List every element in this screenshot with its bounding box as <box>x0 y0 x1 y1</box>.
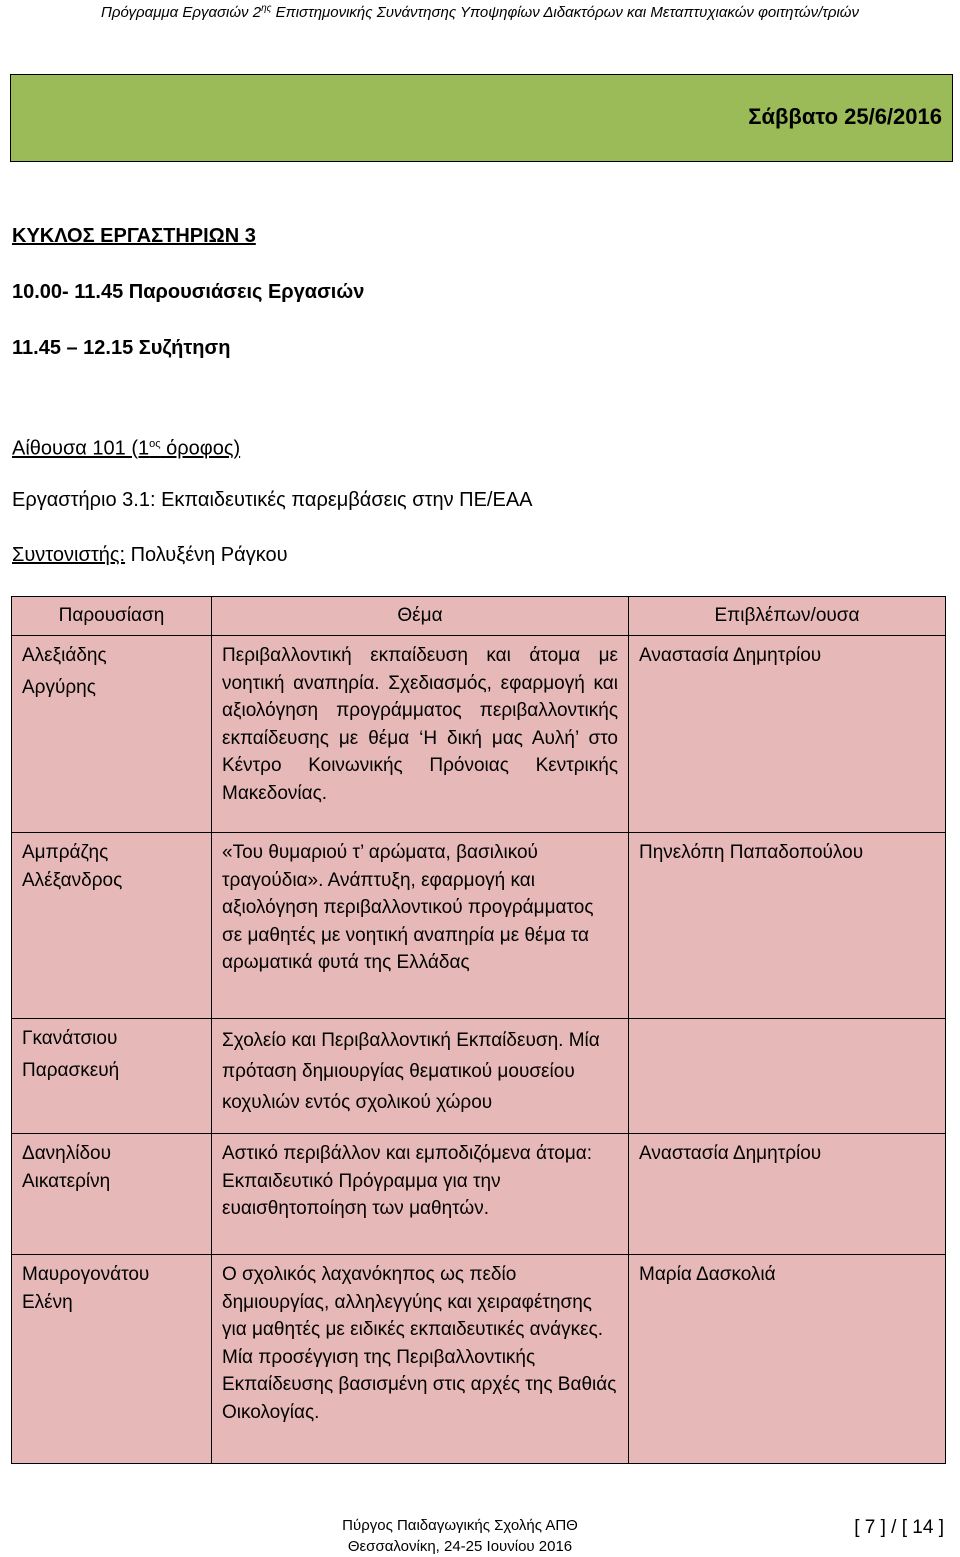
table-row <box>12 833 946 1019</box>
footer-line-1: Πύργος Παιδαγωγικής Σχολής ΑΠΘ <box>342 1517 578 1534</box>
table-row <box>12 1255 946 1464</box>
supervisor-cell: Μαρία Δασκολιά <box>629 1255 946 1464</box>
presenter-firstname: Αργύρης <box>22 676 96 698</box>
presenter-cell <box>12 636 212 833</box>
header-superscript: ης <box>261 3 272 14</box>
workshop-title: Εργαστήριο 3.1: Εκπαιδευτικές παρεμβάσεις στην ΠΕ/ΕΑΑ <box>12 489 533 511</box>
room-text-start: Αίθουσα 101 (1 <box>12 437 150 460</box>
date-banner <box>10 74 953 162</box>
presenter-cell <box>12 1134 212 1255</box>
table-row <box>12 1019 946 1134</box>
schedule-presentations: 10.00- 11.45 Παρουσιάσεις Εργασιών <box>12 281 365 303</box>
room-text-end: όροφος) <box>160 437 241 460</box>
coordinator <box>12 543 288 567</box>
table-row <box>12 636 946 833</box>
topic-cell: Σχολείο και Περιβαλλοντική Εκπαίδευση. Μία πρόταση δημιουργίας θεματικού μουσείου κοχυλιών εντός σχολικού χώρου <box>212 1019 629 1134</box>
page-header <box>0 0 960 22</box>
date-text: Σάββατο 25/6/2016 <box>748 104 942 129</box>
supervisor-cell <box>629 1019 946 1134</box>
schedule-discussion: 11.45 – 12.15 Συζήτηση <box>12 337 231 359</box>
topic-cell: Ο σχολικός λαχανόκηπος ως πεδίο δημιουργίας, αλληλεγγύης και χειραφέτησης για μαθητές με ειδικές εκπαιδευτικές ανάγκες. Μία προσέγγιση της Περιβαλλοντικής Εκπαίδευσης βασισμένη στις αρχές της Βαθιάς Οικολογίας. <box>212 1255 629 1464</box>
table-row <box>12 1134 946 1255</box>
header-topic: Θέμα <box>212 597 629 636</box>
presenter-firstname: Ελένη <box>22 1291 73 1313</box>
program-table <box>11 596 946 1464</box>
supervisor-cell: Αναστασία Δημητρίου <box>629 636 946 833</box>
header-supervisor: Επιβλέπων/ουσα <box>629 597 946 636</box>
header-text-end: Επιστημονικής Συνάντησης Υποψηφίων Διδακτόρων και Μεταπτυχιακών φοιτητών/τριών <box>271 4 859 21</box>
page-number: [ 7 ] / [ 14 ] <box>854 1517 944 1538</box>
presenter-surname: Δανηλίδου <box>22 1143 111 1164</box>
presenter-cell <box>12 1019 212 1134</box>
presenter-surname: Αλεξιάδης <box>22 645 107 666</box>
coordinator-label: Συντονιστής: <box>12 544 126 566</box>
supervisor-cell: Αναστασία Δημητρίου <box>629 1134 946 1255</box>
presenter-surname: Μαυρογονάτου <box>22 1264 150 1285</box>
presenter-firstname: Αλέξανδρος <box>22 869 123 891</box>
header-presentation: Παρουσίαση <box>12 597 212 636</box>
room-info <box>12 432 240 461</box>
presenter-cell <box>12 1255 212 1464</box>
topic-cell: Αστικό περιβάλλον και εμποδιζόμενα άτομα: Εκπαιδευτικό Πρόγραμμα για την ευαισθητοποίηση των μαθητών. <box>212 1134 629 1255</box>
presenter-firstname: Αικατερίνη <box>22 1170 111 1192</box>
supervisor-cell: Πηνελόπη Παπαδοπούλου <box>629 833 946 1019</box>
coordinator-name: Πολυξένη Ράγκου <box>125 544 288 566</box>
presenter-cell <box>12 833 212 1019</box>
presenter-surname: Γκανάτσιου <box>22 1028 118 1049</box>
topic-cell: «Του θυμαριού τ’ αρώματα, βασιλικού τραγούδια». Ανάπτυξη, εφαρμογή και αξιολόγηση περιβαλλοντικού προγράμματος σε μαθητές με νοητική αναπηρία με θέμα τα αρωματικά φυτά της Ελλάδας <box>212 833 629 1019</box>
footer-venue <box>0 1515 920 1557</box>
cycle-title: ΚΥΚΛΟΣ ΕΡΓΑΣΤΗΡΙΩΝ 3 <box>12 225 256 247</box>
room-superscript: ος <box>149 438 161 450</box>
header-text-start: Πρόγραμμα Εργασιών 2 <box>101 4 262 21</box>
presenter-surname: Αμπράζης <box>22 842 109 863</box>
table-header-row <box>12 597 946 636</box>
topic-cell: Περιβαλλοντική εκπαίδευση και άτομα με νοητική αναπηρία. Σχεδιασμός, εφαρμογή και αξιολόγηση προγράμματος περιβαλλοντικής εκπαίδευσης με θέμα ‘Η δική μας Αυλή’ στο Κέντρο Κοινωνικής Πρόνοιας Κεντρικής Μακεδονίας. <box>212 636 629 833</box>
footer-line-2: Θεσσαλονίκη, 24-25 Ιουνίου 2016 <box>347 1538 573 1555</box>
presenter-firstname: Παρασκευή <box>22 1059 120 1081</box>
